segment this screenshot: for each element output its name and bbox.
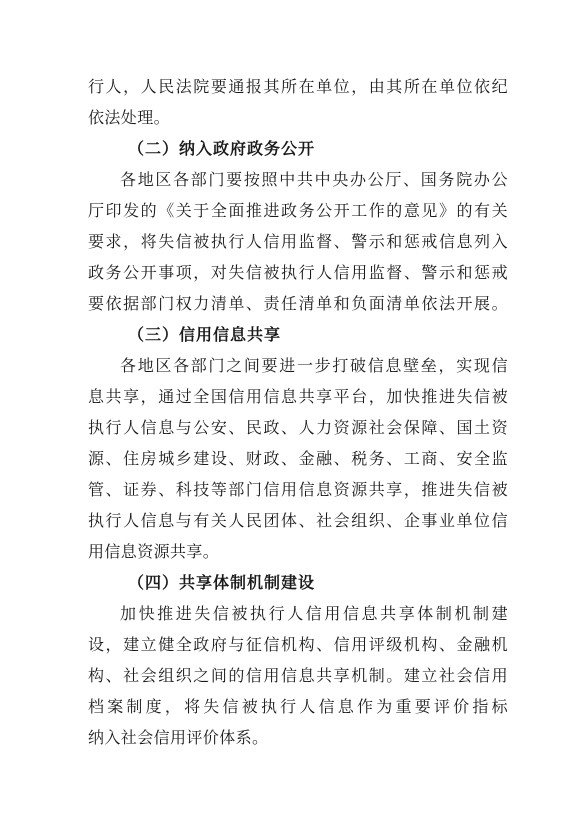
paragraph-line: 档案制度，将失信被执行人信息作为重要评价指标 [88,697,508,716]
paragraph-line: 各地区各部门之间要进一步打破信息壁垒，实现信 [120,356,508,375]
paragraph-line: 要求，将失信被执行人信用监督、警示和惩戒信息列入 [88,232,508,251]
paragraph-line: 政务公开事项，对失信被执行人信用监督、警示和惩戒 [88,263,508,282]
paragraph-line: 加快推进失信被执行人信用信息共享体制机制建 [120,604,508,623]
section-heading-3: （三）信用信息共享 [128,325,282,344]
paragraph-line: 依法处理。 [88,108,171,127]
paragraph-line: 各地区各部门要按照中共中央办公厅、国务院办公 [120,170,508,189]
paragraph-line: 行人，人民法院要通报其所在单位，由其所在单位依纪 [88,77,508,96]
section-heading-2: （二）纳入政府政务公开 [128,139,316,158]
paragraph-line: 执行人信息与有关人民团体、社会组织、企事业单位信 [88,511,508,530]
paragraph-line: 纳入社会信用评价体系。 [88,728,269,747]
paragraph-line: 构、社会组织之间的信用信息共享机制。建立社会信用 [88,666,508,685]
paragraph-line: 源、住房城乡建设、财政、金融、税务、工商、安全监 [88,449,508,468]
paragraph-line: 厅印发的《关于全面推进政务公开工作的意见》的有关 [88,201,508,220]
paragraph-line: 息共享，通过全国信用信息共享平台，加快推进失信被 [88,387,508,406]
paragraph-line: 用信息资源共享。 [88,542,220,561]
paragraph-line: 管、证券、科技等部门信用信息资源共享，推进失信被 [88,480,508,499]
paragraph-line: 要依据部门权力清单、责任清单和负面清单依法开展。 [88,294,508,313]
section-heading-4: （四）共享体制机制建设 [128,573,316,592]
paragraph-line: 执行人信息与公安、民政、人力资源社会保障、国土资 [88,418,508,437]
paragraph-line: 设，建立健全政府与征信机构、信用评级机构、金融机 [88,635,508,654]
